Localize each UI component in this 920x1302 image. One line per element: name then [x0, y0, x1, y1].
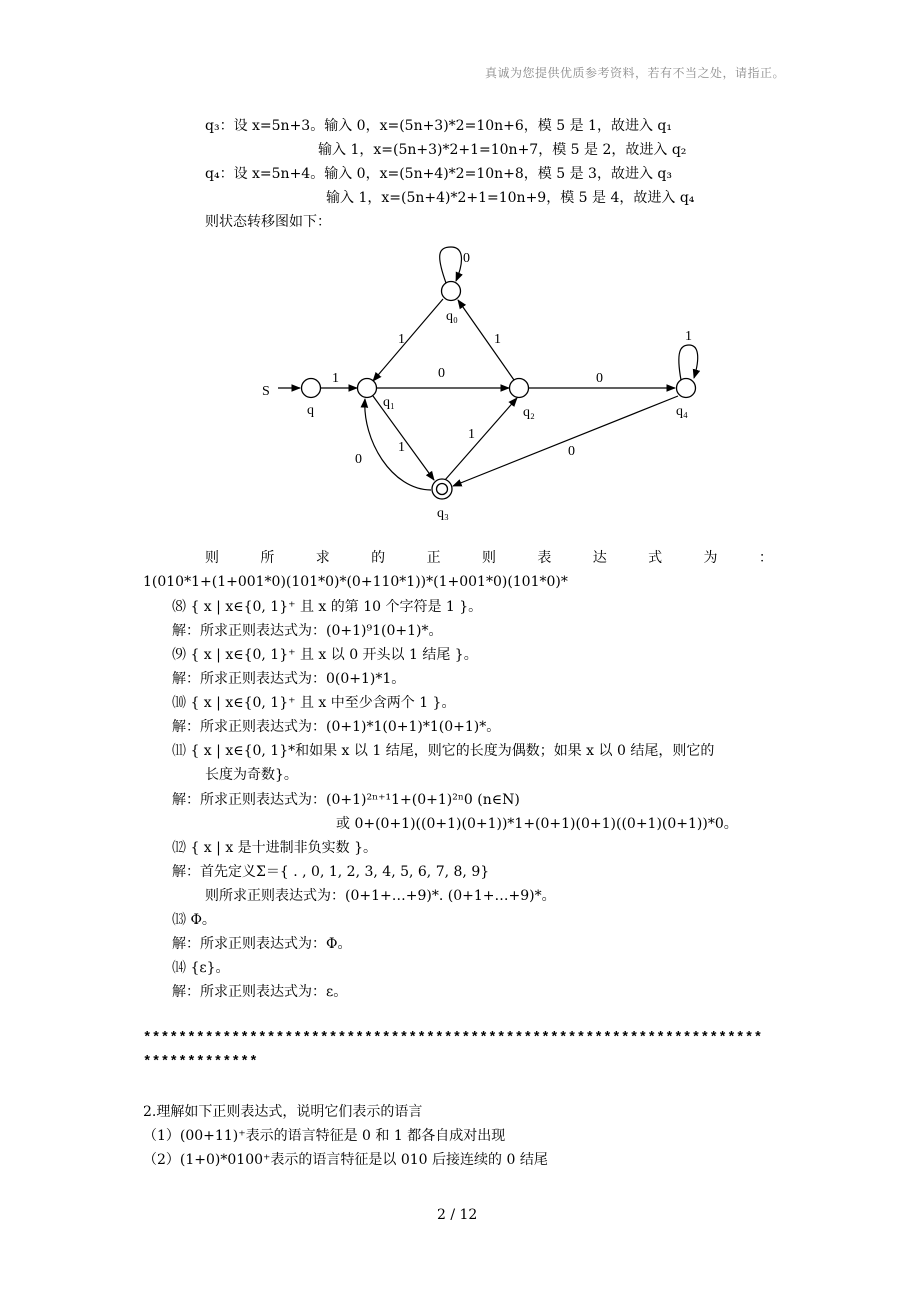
problem-11-answer-cont: 或 0+(0+1)((0+1)(0+1))*1+(0+1)(0+1)((0+1)(0+1))*0。 [336, 816, 738, 832]
problem-13-question: ⒀ Φ。 [172, 912, 216, 928]
edge-label-q1-q3: 1 [398, 440, 405, 455]
problem-14-question: ⒁ {ε}。 [172, 960, 230, 976]
state-q4 [677, 379, 696, 398]
problem-9-question: ⑼ { x | x∈{0, 1}⁺ 且 x 以 0 开头以 1 结尾 }。 [172, 647, 478, 663]
problem-8-answer: 解：所求正则表达式为：(0+1)⁹1(0+1)*。 [172, 623, 443, 639]
problem-11-question-cont: 长度为奇数}。 [205, 767, 298, 783]
regex-intro-char: 所 [260, 550, 275, 566]
regex-intro-char: ： [758, 550, 773, 566]
edge-label-q4-q3: 0 [568, 444, 575, 459]
q4-derivation-line1: q₄：设 x=5n+4。输入 0，x=(5n+4)*2=10n+8，模 5 是 3，故进入 q₃ [205, 166, 672, 182]
section-2-item-1: （1）(00+11)⁺表示的语言特征是 0 和 1 都各自成对出现 [143, 1128, 506, 1144]
problem-10-answer: 解：所求正则表达式为：(0+1)*1(0+1)*1(0+1)*。 [172, 719, 501, 735]
state-q3-accepting-ring [437, 484, 448, 495]
state-label-q3: q₃ [437, 506, 449, 521]
q3-derivation-line2: 输入 1，x=(5n+3)*2+1=10n+7，模 5 是 2，故进入 q₂ [318, 142, 687, 158]
start-label: S [262, 384, 270, 399]
state-label-q0: q₀ [446, 309, 458, 324]
edge-label-q2-q0: 1 [494, 332, 501, 347]
state-label-q: q [307, 403, 314, 418]
state-q0 [442, 282, 461, 301]
edge-label-q3-q1: 0 [355, 452, 362, 467]
regex-intro-char: 表 [537, 550, 552, 566]
regex-intro-line [205, 548, 773, 568]
regex-expression: 1(010*1+(1+001*0)(101*0)*(0+110*1))*(1+001*0)(101*0)* [143, 574, 568, 590]
edge-q2-q0 [458, 300, 514, 380]
problem-12-answer: 解：首先定义Σ＝{ . , 0, 1, 2, 3, 4, 5, 6, 7, 8, 9} [172, 864, 490, 880]
regex-intro-char: 的 [371, 550, 386, 566]
edge-label-q0-loop: 0 [463, 251, 470, 266]
page-number: 2 / 12 [437, 1207, 478, 1223]
state-q [302, 379, 321, 398]
regex-intro-char: 达 [592, 550, 607, 566]
edge-q4-q3 [453, 396, 678, 486]
problem-12-question: ⑿ { x | x 是十进制非负实数 }。 [172, 840, 378, 856]
loop-q0 [440, 247, 462, 283]
state-q1 [358, 379, 377, 398]
edge-label-q2-q4: 0 [596, 371, 603, 386]
state-label-q1: q₁ [383, 395, 395, 410]
regex-intro-char: 则 [205, 550, 219, 566]
state-q2 [510, 379, 529, 398]
state-transition-diagram [0, 0, 920, 540]
regex-intro-char: 为 [703, 550, 718, 566]
problem-14-answer: 解：所求正则表达式为：ε。 [172, 984, 348, 1000]
q3-derivation-line1: q₃：设 x=5n+3。输入 0，x=(5n+3)*2=10n+6，模 5 是 1，故进入 q₁ [205, 118, 672, 134]
edge-q3-q2 [445, 398, 517, 480]
diagram-intro: 则状态转移图如下： [205, 214, 331, 230]
edge-label-q3-q2: 1 [468, 427, 475, 442]
state-label-q4: q₄ [676, 404, 688, 419]
section-2-item-2: （2）(1+0)*0100⁺表示的语言特征是以 010 后接连续的 0 结尾 [143, 1152, 548, 1168]
problem-11-question: ⑾ { x | x∈{0, 1}*和如果 x 以 1 结尾，则它的长度为偶数；如果 x 以 0 结尾，则它的 [172, 743, 715, 759]
problem-9-answer: 解：所求正则表达式为：0(0+1)*1。 [172, 671, 406, 687]
problem-12-answer-cont: 则所求正则表达式为：(0+1+…+9)*. (0+1+…+9)*。 [205, 888, 556, 904]
regex-intro-char: 正 [426, 550, 441, 566]
separator-line-2: ************* [143, 1054, 259, 1070]
edge-label-q1-q2: 0 [438, 366, 445, 381]
loop-q4 [679, 345, 698, 380]
regex-intro-char: 求 [315, 550, 330, 566]
state-label-q2: q₂ [523, 405, 535, 420]
edge-label-q4-loop: 1 [685, 329, 692, 344]
problem-13-answer: 解：所求正则表达式为：Φ。 [172, 936, 352, 952]
problem-11-answer: 解：所求正则表达式为：(0+1)²ⁿ⁺¹1+(0+1)²ⁿ0 (n∈N) [172, 792, 520, 808]
q4-derivation-line2: 输入 1，x=(5n+4)*2+1=10n+9，模 5 是 4，故进入 q₄ [326, 190, 695, 206]
problem-10-question: ⑽ { x | x∈{0, 1}⁺ 且 x 中至少含两个 1 }。 [172, 695, 456, 711]
regex-intro-char: 式 [648, 550, 663, 566]
regex-intro-char: 则 [481, 550, 496, 566]
section-2-title: 2.理解如下正则表达式，说明它们表示的语言 [143, 1104, 423, 1120]
problem-8-question: ⑻ { x | x∈{0, 1}⁺ 且 x 的第 10 个字符是 1 }。 [172, 599, 483, 615]
header-watermark: 真诚为您提供优质参考资料，若有不当之处，请指正。 [485, 66, 786, 80]
edge-label-q-q1: 1 [332, 371, 339, 386]
separator-line-1: ********************************************************************** [143, 1030, 763, 1046]
edge-label-q0-q1: 1 [398, 332, 405, 347]
edge-q0-q1 [373, 299, 443, 381]
